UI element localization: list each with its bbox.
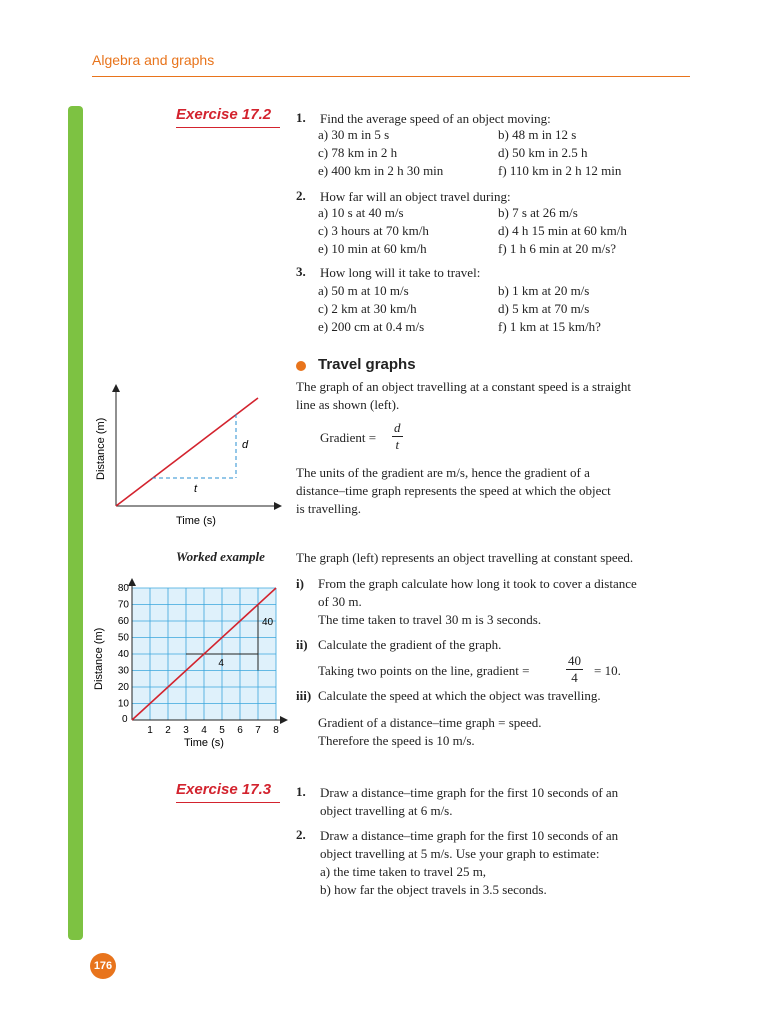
q1-part-f: f) 110 km in 2 h 12 min [498,163,622,178]
gradient-denominator: t [395,437,400,452]
d-label: d [242,439,249,451]
part-iii-answer-line2: Therefore the speed is 10 m/s. [318,733,475,748]
y-tick-label: 80 [117,583,129,594]
q2-number: 2. [296,188,306,203]
q2-part-a: a) 10 s at 40 m/s [318,205,404,220]
part-i-question-line2: of 30 m. [318,594,362,609]
travel-p2-line1: The units of the gradient are m/s, hence the gradient of a [296,465,590,480]
q3-part-a: a) 50 m at 10 m/s [318,283,409,298]
travel-p2-line3: is travelling. [296,501,361,516]
q1-part-e: e) 400 km in 2 h 30 min [318,163,444,178]
worked-intro: The graph (left) represents an object travelling at constant speed. [296,550,634,565]
y-tick-label: 20 [117,682,129,693]
q2-stem: How far will an object travel during: [320,189,511,204]
q3-parts [318,282,601,336]
section-title: Travel graphs [318,356,416,373]
distance-time-diagram [90,380,290,530]
chart-x-label: Time (s) [184,737,224,749]
page-number-badge: 176 [90,953,116,979]
q1-parts [318,126,621,180]
q1-stem: Find the average speed of an object moving: [320,111,551,126]
ex3-q2-number: 2. [296,827,306,842]
diagram1-ylabel: Distance (m) [95,417,107,480]
x-tick-label: 6 [237,725,243,736]
y-tick-label: 60 [117,616,129,627]
q1-part-b: b) 48 m in 12 s [498,127,577,142]
q2-part-d: d) 4 h 15 min at 60 km/h [498,223,627,238]
q3-number: 3. [296,264,306,279]
exercise-17-2-rule [176,127,280,128]
x-tick-label: 1 [147,725,153,736]
x-tick-label: 7 [255,725,261,736]
x-tick-label: 3 [183,725,189,736]
ex3-q1-number: 1. [296,784,306,799]
y-tick-label: 70 [117,599,129,611]
ex3-q2-part-a: a) the time taken to travel 25 m, [320,864,487,879]
chart-y-label: Distance (m) [93,627,105,690]
part-i-number: i) [296,576,304,591]
diagram1-xlabel: Time (s) [176,515,216,527]
q2-parts [318,204,627,258]
part-iii-answer-line1: Gradient of a distance–time graph = speed. [318,715,542,730]
q1-part-c: c) 78 km in 2 h [318,145,398,160]
part-ii-answer-post: = 10. [594,663,621,678]
q3-stem: How long will it take to travel: [320,265,481,280]
chart-annotation-run: 4 [218,658,224,669]
section-bullet-icon [296,361,306,371]
x-tick-label: 8 [273,725,279,736]
gradient-value-fraction [566,653,583,686]
margin-color-bar [68,106,83,940]
q2-part-c: c) 3 hours at 70 km/h [318,223,429,238]
x-tick-label: 2 [165,725,171,736]
ex3-q2-line1: Draw a distance–time graph for the first 10 seconds of an [320,828,619,843]
header-rule [92,76,690,77]
constant-speed-line [116,398,258,506]
chart-x-tick-labels [147,725,279,736]
gradient-label: Gradient = [320,430,377,445]
q1-part-d: d) 50 km in 2.5 h [498,145,588,160]
exercise-17-2-heading: Exercise 17.2 [176,106,272,123]
chart-annotation-rise: 40 [262,617,274,628]
y-tick-label: 10 [117,698,129,710]
ex3-q1-line1: Draw a distance–time graph for the first 10 seconds of an [320,785,619,800]
y-tick-label: 40 [117,649,129,660]
ex3-q2-part-b: b) how far the object travels in 3.5 seconds. [320,882,547,897]
part-ii-number: ii) [296,637,308,652]
gradient-value-denominator: 4 [571,670,578,685]
x-tick-label: 4 [201,725,207,736]
q2-part-f: f) 1 h 6 min at 20 m/s? [498,241,617,256]
worked-example-label: Worked example [176,549,265,564]
y-tick-label: 30 [117,665,129,677]
q2-part-b: b) 7 s at 26 m/s [498,205,578,220]
q3-part-c: c) 2 km at 30 km/h [318,301,417,316]
worked-example-chart [90,578,290,756]
chart-y-tick-labels [118,583,130,710]
q3-part-b: b) 1 km at 20 m/s [498,283,590,298]
travel-p2-line2: distance–time graph represents the speed at which the object [296,483,611,498]
gradient-numerator: d [394,420,401,435]
gradient-value-numerator: 40 [568,653,581,668]
part-iii-number: iii) [296,688,312,703]
gradient-fraction [392,420,403,453]
chart-origin-label: 0 [122,714,128,725]
x-tick-label: 5 [219,725,225,736]
q1-number: 1. [296,110,306,125]
t-label: t [194,483,198,495]
part-i-answer: The time taken to travel 30 m is 3 seconds. [318,612,542,627]
q1-part-a: a) 30 m in 5 s [318,127,390,142]
exercise-17-3-rule [176,802,280,803]
part-iii-question: Calculate the speed at which the object was travelling. [318,688,601,703]
travel-p1-line2: line as shown (left). [296,397,400,412]
q3-part-f: f) 1 km at 15 km/h? [498,319,601,334]
y-tick-label: 50 [117,632,129,644]
q2-part-e: e) 10 min at 60 km/h [318,241,427,256]
part-ii-answer-pre: Taking two points on the line, gradient = [318,663,530,678]
ex3-q2-line2: object travelling at 5 m/s. Use your graph to estimate: [320,846,600,861]
chapter-header: Algebra and graphs [92,52,215,68]
part-ii-question: Calculate the gradient of the graph. [318,637,502,652]
q3-part-e: e) 200 cm at 0.4 m/s [318,319,425,334]
part-i-question-line1: From the graph calculate how long it took to cover a distance [318,576,637,591]
exercise-17-3-heading: Exercise 17.3 [176,781,272,798]
ex3-q1-line2: object travelling at 6 m/s. [320,803,453,818]
travel-p1-line1: The graph of an object travelling at a constant speed is a straight [296,379,631,394]
q3-part-d: d) 5 km at 70 m/s [498,301,590,316]
